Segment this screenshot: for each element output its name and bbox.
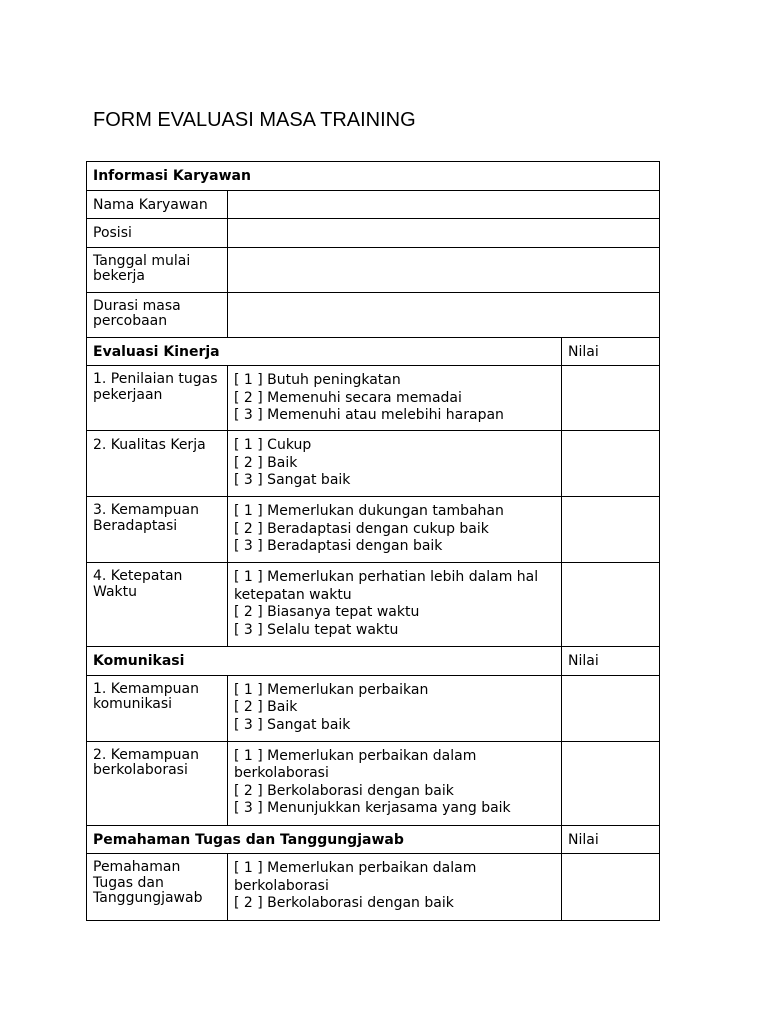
option-item[interactable]: [ 2 ] Berkolaborasi dengan baik [234,782,454,799]
option-item[interactable]: [ 2 ] Baik [234,454,298,471]
kinerja-nilai-1[interactable] [562,366,660,431]
option-item[interactable]: [ 1 ] Memerlukan perhatian lebih dalam hal ketepatan waktu [234,569,539,603]
option-item[interactable]: [ 2 ] Berkolaborasi dengan baik [234,895,454,911]
kinerja-label-3: 3. Kemampuan Beradaptasi [87,497,228,563]
option-item[interactable]: [ 2 ] Memenuhi secara memadai [234,389,462,406]
info-row-durasi [87,292,660,337]
kinerja-nilai-3[interactable] [562,497,660,563]
info-label-nama: Nama Karyawan [87,190,228,219]
kinerja-options-3 [228,497,562,563]
pemahaman-row-1 [87,854,660,921]
info-label-tanggal: Tanggal mulai bekerja [87,247,228,292]
kinerja-label-2: 2. Kualitas Kerja [87,431,228,497]
komunikasi-nilai-1[interactable] [562,675,660,741]
option-item[interactable]: [ 1 ] Memerlukan perbaikan dalam berkolaborasi [234,860,477,894]
komunikasi-nilai-2[interactable] [562,741,660,825]
info-row-tanggal [87,247,660,292]
section-header-informasi [87,162,660,191]
option-item[interactable]: [ 2 ] Baik [234,699,298,715]
info-value-durasi[interactable] [228,292,660,337]
evaluation-form-table [86,161,660,921]
pemahaman-nilai-1[interactable] [562,854,660,921]
option-item[interactable]: [ 1 ] Memerlukan dukungan tambahan [234,503,504,519]
komunikasi-row-1 [87,675,660,741]
nilai-header-kinerja: Nilai [562,337,660,366]
option-item[interactable]: [ 3 ] Selalu tepat waktu [234,621,399,638]
section-header-pemahaman [87,825,660,854]
section-title-kinerja: Evaluasi Kinerja [87,337,562,366]
section-title-komunikasi: Komunikasi [87,647,562,676]
page-title: FORM EVALUASI MASA TRAINING [93,109,416,131]
kinerja-nilai-2[interactable] [562,431,660,497]
section-title-pemahaman: Pemahaman Tugas dan Tanggungjawab [87,825,562,854]
info-row-posisi [87,219,660,248]
info-value-tanggal[interactable] [228,247,660,292]
pemahaman-label-1: Pemahaman Tugas dan Tanggungjawab [87,854,228,921]
section-header-kinerja [87,337,660,366]
option-item[interactable]: [ 2 ] Beradaptasi dengan cukup baik [234,520,489,537]
info-value-posisi[interactable] [228,219,660,248]
option-item[interactable]: [ 1 ] Memerlukan perbaikan dalam berkolaborasi [234,747,477,781]
option-item[interactable]: [ 3 ] Menunjukkan kerjasama yang baik [234,800,511,816]
section-header-komunikasi [87,647,660,676]
info-value-nama[interactable] [228,190,660,219]
nilai-header-komunikasi: Nilai [562,647,660,676]
kinerja-label-4: 4. Ketepatan Waktu [87,563,228,647]
kinerja-row-1 [87,366,660,431]
option-item[interactable]: [ 3 ] Memenuhi atau melebihi harapan [234,407,504,423]
info-row-nama [87,190,660,219]
komunikasi-label-2: 2. Kemampuan berkolaborasi [87,741,228,825]
option-item[interactable]: [ 1 ] Cukup [234,437,312,453]
kinerja-row-3 [87,497,660,563]
komunikasi-options-2 [228,741,562,825]
option-item[interactable]: [ 1 ] Butuh peningkatan [234,372,401,388]
komunikasi-row-2 [87,741,660,825]
kinerja-options-2 [228,431,562,497]
option-item[interactable]: [ 3 ] Beradaptasi dengan baik [234,538,443,554]
option-item[interactable]: [ 2 ] Biasanya tepat waktu [234,604,420,620]
info-label-posisi: Posisi [87,219,228,248]
kinerja-nilai-4[interactable] [562,563,660,647]
komunikasi-label-1: 1. Kemampuan komunikasi [87,675,228,741]
nilai-header-pemahaman: Nilai [562,825,660,854]
komunikasi-options-1 [228,675,562,741]
info-label-durasi: Durasi masa percobaan [87,292,228,337]
pemahaman-options-1 [228,854,562,921]
kinerja-label-1: 1. Penilaian tugas pekerjaan [87,366,228,431]
option-item[interactable]: [ 3 ] Sangat baik [234,716,351,733]
option-item[interactable]: [ 3 ] Sangat baik [234,472,351,488]
option-item[interactable]: [ 1 ] Memerlukan perbaikan [234,681,429,698]
kinerja-row-4 [87,563,660,647]
kinerja-options-1 [228,366,562,431]
kinerja-options-4 [228,563,562,647]
kinerja-row-2 [87,431,660,497]
section-title-informasi: Informasi Karyawan [87,162,660,191]
